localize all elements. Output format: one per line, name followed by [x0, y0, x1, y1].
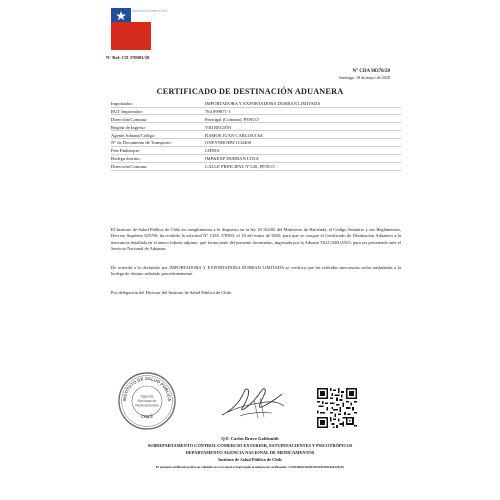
seal-bottom-text: CHILE: [140, 413, 154, 420]
institute-name: Instituto de Salud Pública de Chile: [218, 457, 282, 462]
field-label: N° de Documento de Transporte:: [111, 140, 172, 146]
declaration-paragraph: De acuerdo a lo declarado por IMPORTADORA Y EXPORTADORA DURBAN LIMITADA se certifica que las referidas mercancías serán trasladadas a la bodega de destino señalado precedentemente.: [111, 265, 401, 277]
field-label: País Embarque:: [111, 148, 140, 154]
ministry-logo: [111, 8, 168, 50]
certificate-number: N° CDA 98370/20: [352, 69, 390, 74]
certificate-date: Santiago, 18 de mayo de 2020: [339, 75, 390, 80]
field-value: RAMOS JUAN CARLOS/C64: [205, 132, 263, 138]
field-value: Principal (Comuna), PENCO: [205, 116, 259, 122]
field-row: [111, 117, 401, 125]
department-name: DEPARTAMENTO AGENCIA NACIONAL DE MEDICAMENTOS: [185, 450, 315, 455]
field-label: Importador:: [111, 101, 133, 106]
field-label: Bodega destino:: [111, 156, 141, 162]
field-value: CALLE PRINCIPAL N°230, PENCO: [205, 164, 275, 170]
signature-image: [214, 382, 288, 422]
field-label: Agente Aduana/Código:: [111, 132, 156, 138]
field-value: CHINA: [205, 148, 220, 154]
seal-outer-text: INSTITUTO DE SALUD PÚBLICA: [121, 375, 173, 402]
seal-inner-line2: Nacional de: [137, 399, 157, 403]
seal-inner-line1: Agencia: [140, 394, 154, 399]
delegation-paragraph: Por delegación del Director del Instituto de Salud Pública de Chile.: [111, 290, 233, 295]
signer-name: Q.F. Carlos Bravo Goldsmith: [221, 436, 279, 441]
field-label: Dirección/Comuna:: [111, 164, 148, 170]
reference-number: N° Ref: CD 370903/20: [106, 55, 150, 60]
field-value: IMPORTADORA Y EXPORTADORA DURBAN LIMITADA: [205, 101, 321, 106]
field-label: RUT Importador:: [111, 108, 144, 114]
certification-paragraph: El Instituto de Salud Pública de Chile en cumplimiento a lo dispuesto en la ley 18.164/82 del Ministerio de Hacienda, el Código Sanitario y sus Reglamentos, Decreto Supremo 825/98; ha recibido la solicitud N° CDA 370903, el 18 del mayo de 2020, para que se otorgue el Certificado de Destinación Aduanera a la mercancía detallada en el anexo foliado adjunto, que forma parte del presente documento, ingresada por la Aduana TALCAHUANO, para ser presentado ante el Servicio Nacional de Aduanas.: [111, 227, 401, 252]
svg-text:CHILE: [140, 413, 153, 419]
field-value: IMP&EXP DURBAN LTDA: [205, 156, 259, 162]
field-row: [111, 125, 401, 133]
field-row: [111, 109, 401, 117]
subdepartment-name: SUBDEPARTAMENTO CONTROL COMERCIO EXTERIOR, ESTUPEFACIENTES Y PSICOTRÓPICOS: [147, 443, 353, 448]
field-value: 764.999071-3: [205, 108, 231, 114]
validation-note: El presente certificado podrá ser validado en www.ispch.cl ingresando el número de verificación: 17381406023393014842593041004220149: [156, 465, 344, 469]
field-label: Región de Ingreso:: [111, 124, 146, 130]
field-row: [111, 101, 401, 109]
field-row: [111, 164, 401, 172]
field-value: ONEYNBOHW1132400: [205, 140, 252, 146]
qr-code: [317, 388, 357, 428]
fields-table: [111, 101, 401, 172]
field-row: [111, 133, 401, 141]
field-row: [111, 156, 401, 164]
logo-text: Ministerio de Salud Pública de Chile: [132, 10, 168, 13]
field-value: VIII REGIÓN: [205, 124, 232, 130]
field-row: [111, 140, 401, 148]
document-title: CERTIFICADO DE DESTINACIÓN ADUANERA: [156, 87, 344, 96]
field-row: [111, 148, 401, 156]
institute-seal: [117, 371, 177, 431]
seal-inner-line3: Medicamentos: [135, 403, 159, 408]
field-label: Dirección/Comuna:: [111, 116, 148, 122]
